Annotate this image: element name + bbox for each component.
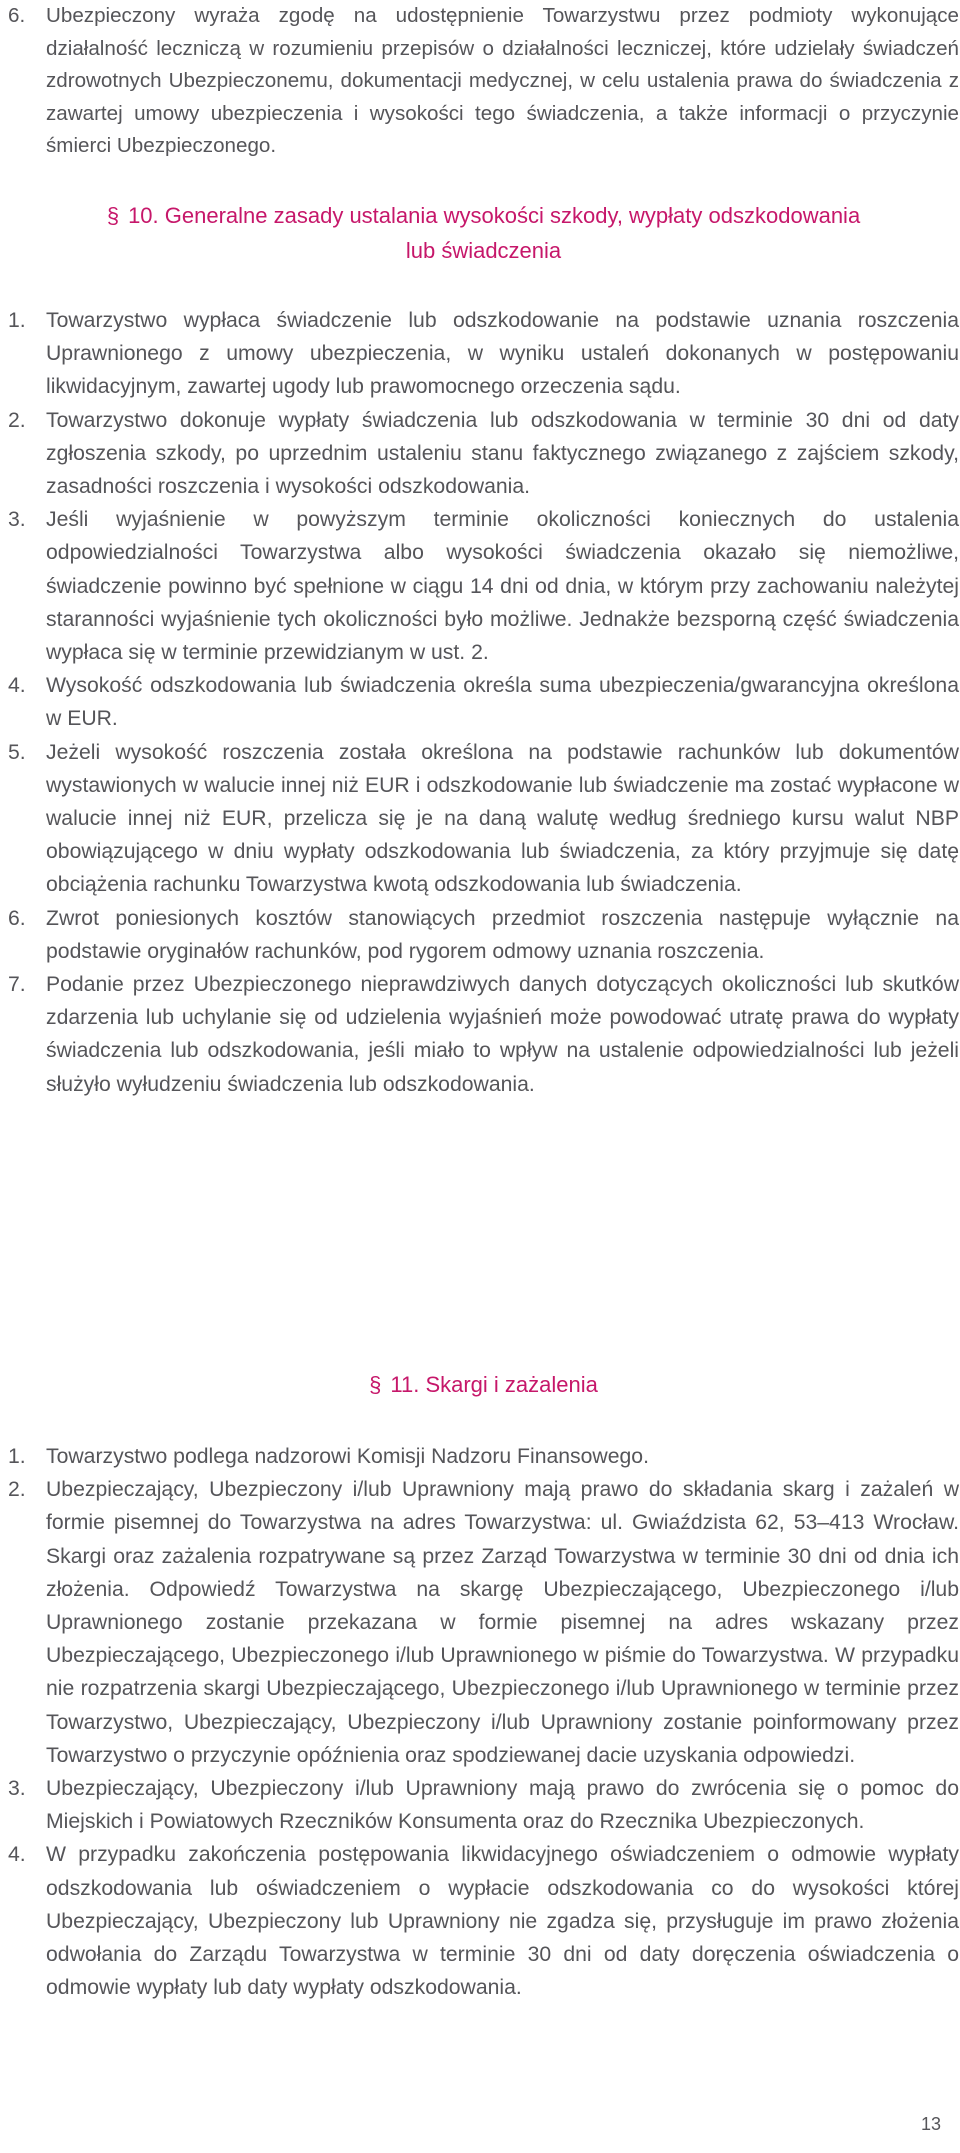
item-number: 3. — [8, 1777, 26, 1801]
section-symbol: § — [369, 1372, 382, 1397]
section-10-number: 10. — [128, 203, 159, 228]
list-item — [8, 1838, 959, 2004]
item-text: Towarzystwo wypłaca świadczenie lub odszkodowanie na podstawie uznania roszczenia Uprawnionego z umowy ubezpieczenia, w wyniku ustaleń dokonanych w postępowaniu likwidacyjnym, zawartej ugody lub prawomocnego orzeczenia sądu. — [46, 309, 959, 399]
document-page — [8, 0, 959, 2000]
item-number: 6. — [8, 4, 26, 27]
item-text: Towarzystwo podlega nadzorowi Komisji Nadzoru Finansowego. — [46, 1445, 649, 1468]
item-number: 7. — [8, 973, 26, 997]
section-11-list — [8, 1440, 959, 2004]
item-number: 1. — [8, 309, 26, 332]
item-text: Ubezpieczający, Ubezpieczony i/lub Uprawniony mają prawo do zwrócenia się o pomoc do Miejskich i Powiatowych Rzeczników Konsumenta oraz do Rzecznika Ubezpieczonych. — [46, 1777, 959, 1834]
page-number: 13 — [920, 2114, 941, 2134]
section-symbol: § — [106, 203, 120, 228]
item-number: 1. — [8, 1445, 26, 1468]
list-item — [8, 669, 959, 735]
item-text: Jeżeli wysokość roszczenia została określona na podstawie rachunków lub dokumentów wystawionych w walucie innej niż EUR i odszkodowanie lub świadczenie ma zostać wypłacone w walucie innej niż EUR, przelicza się je na daną walutę według średniego kursu walut NBP obowiązującego w dniu wypłaty odszkodowania lub świadczenia, za który przyjmuje się datę obciążenia rachunku Towarzystwa kwotą odszkodowania lub świadczenia. — [46, 740, 959, 897]
item-text: Zwrot poniesionych kosztów stanowiących przedmiot roszczenia następuje wyłącznie na podstawie oryginałów rachunków, pod rygorem odmowy uznania roszczenia. — [46, 906, 959, 963]
section-11-title: Skargi i zażalenia — [425, 1372, 598, 1397]
list-item — [8, 736, 959, 902]
section-10-heading — [8, 198, 959, 268]
item-text: W przypadku zakończenia postępowania likwidacyjnego oświadczeniem o odmowie wypłaty odszkodowania lub oświadczeniem o wypłacie odszkodowania co do wysokości której Ubezpieczający, Ubezpieczony lub Uprawniony nie zgadza się, przysługuje im prawo złożenia odwołania do Zarządu Towarzystwa w terminie 30 dni od daty doręczenia oświadczenia o odmowie wypłaty lub daty wypłaty odszkodowania. — [46, 1843, 959, 2000]
section-10-list — [8, 304, 959, 1101]
item-text: Podanie przez Ubezpieczonego nieprawdziwych danych dotyczących okoliczności lub skutków zdarzenia lub uchylanie się od udzielenia wyjaśnień może powodować utratę prawa do wypłaty świadczenia lub odszkodowania, jeśli miało to wpływ na ustalenie odpowiedzialności lub jeżeli służyło wyłudzeniu świadczenia lub odszkodowania. — [46, 973, 959, 1096]
item-text: Jeśli wyjaśnienie w powyższym terminie okoliczności koniecznych do ustalenia odpowiedzialności Towarzystwa albo wysokości świadczenia okazało się niemożliwe, świadczenie powinno być spełnione w ciągu 14 dni od dnia, w którym przy zachowaniu należytej staranności wyjaśnienie tych okoliczności było możliwe. Jednakże bezsporną część świadczenia wypłaca się w terminie przewidzianym w ust. 2. — [46, 508, 959, 665]
list-item — [8, 902, 959, 968]
item-number: 2. — [8, 1478, 26, 1502]
section-11-number: 11. — [390, 1372, 420, 1397]
intro-list — [8, 0, 959, 163]
section-10-title-line1: Generalne zasady ustalania wysokości szkody, wypłaty odszkodowania — [164, 203, 861, 228]
list-item — [8, 503, 959, 669]
item-number: 4. — [8, 1843, 26, 1867]
item-number: 5. — [8, 740, 26, 764]
list-item — [8, 304, 959, 404]
list-item — [8, 1440, 959, 1473]
list-item — [8, 404, 959, 504]
section-10-title-line2: lub świadczenia — [405, 238, 562, 263]
item-text: Wysokość odszkodowania lub świadczenia określa suma ubezpieczenia/gwarancyjna określona w EUR. — [46, 674, 959, 731]
item-number: 3. — [8, 508, 26, 532]
item-text: Ubezpieczający, Ubezpieczony i/lub Uprawniony mają prawo do składania skarg i zażaleń w formie pisemnej do Towarzystwa na adres Towarzystwa: ul. Gwiaździsta 62, 53–413 Wrocław. Skargi oraz zażalenia rozpatrywane są przez Zarząd Towarzystwa w terminie 30 dni od dnia ich złożenia. Odpowiedź Towarzystwa na skargę Ubezpieczającego, Ubezpieczonego i/lub Uprawnionego zostanie przekazana w formie pisemnej na adres wskazany przez Ubezpieczającego, Ubezpieczonego i/lub Uprawnionego w piśmie do Towarzystwa. W przypadku nie rozpatrzenia skargi Ubezpieczającego, Ubezpieczonego i/lub Uprawnionego w terminie przez Towarzystwo, Ubezpieczający, Ubezpieczony i/lub Uprawniony zostanie poinformowany przez Towarzystwo o przyczynie opóźnienia oraz spodziewanej dacie uzyskania odpowiedzi. — [46, 1478, 959, 1767]
list-item — [8, 0, 959, 163]
list-item — [8, 1473, 959, 1772]
item-number: 4. — [8, 674, 26, 698]
list-item — [8, 1772, 959, 1838]
item-number: 6. — [8, 906, 26, 930]
item-text: Ubezpieczony wyraża zgodę na udostępnienie Towarzystwu przez podmioty wykonujące działalność leczniczą w rozumieniu przepisów o działalności leczniczej, które udzielały świadczeń zdrowotnych Ubezpieczonemu, dokumentacji medycznej, w celu ustalenia prawa do świadczenia z zawartej umowy ubezpieczenia i wysokości tego świadczenia, a także informacji o przyczynie śmierci Ubezpieczonego. — [46, 4, 959, 158]
section-10-title-line1-row — [8, 198, 959, 233]
item-number: 2. — [8, 408, 26, 432]
item-text: Towarzystwo dokonuje wypłaty świadczenia lub odszkodowania w terminie 30 dni od daty zgłoszenia szkody, po uprzednim ustaleniu stanu faktycznego związanego z zajściem szkody, zasadności roszczenia i wysokości odszkodowania. — [46, 408, 959, 499]
section-11-heading — [8, 1367, 959, 1402]
list-item — [8, 968, 959, 1101]
